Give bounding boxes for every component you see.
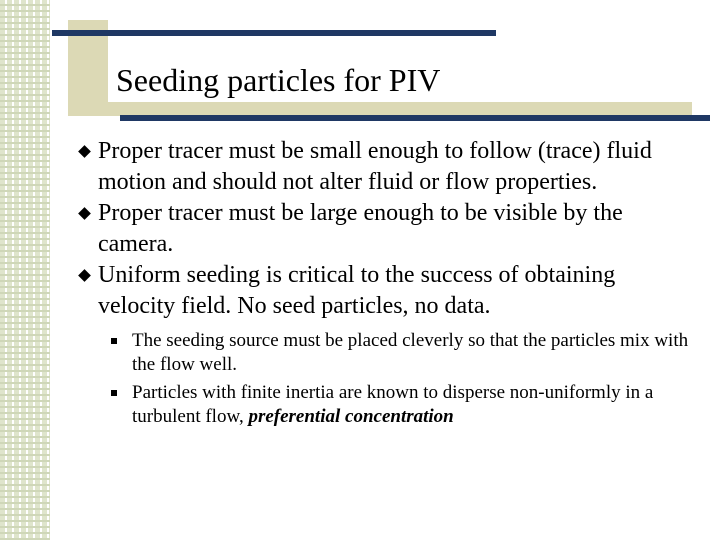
title-bottom-rule — [120, 115, 710, 121]
bullet-item — [76, 260, 696, 322]
sub-bullet-item — [132, 329, 692, 377]
diamond-bullet-icon — [78, 207, 91, 220]
sub-bullet-text: Particles with finite inertia are known to disperse non-uniformly in a turbulent flow, — [132, 382, 654, 427]
square-bullet-icon — [111, 390, 117, 396]
bullet-text: Proper tracer must be large enough to be visible by the camera. — [98, 200, 623, 257]
square-bullet-icon — [111, 338, 117, 344]
sub-bullet-list — [76, 329, 696, 429]
title-accent-horizontal-bar — [68, 102, 692, 116]
bullet-text: Uniform seeding is critical to the success of obtaining velocity field. No seed particles, no data. — [98, 262, 616, 319]
slide-title: Seeding particles for PIV — [116, 62, 441, 98]
diamond-bullet-icon — [78, 145, 91, 158]
left-decorative-strip — [0, 0, 50, 540]
bullet-text: Proper tracer must be small enough to follow (trace) fluid motion and should not alter fluid or flow properties. — [98, 138, 652, 195]
slide-content — [76, 136, 696, 433]
bullet-item — [76, 198, 696, 260]
emphasis-term: preferential concentration — [248, 406, 454, 427]
sub-bullet-text: The seeding source must be placed cleverly so that the particles mix with the flow well. — [132, 330, 689, 375]
diamond-bullet-icon — [78, 269, 91, 282]
sub-bullet-item — [132, 381, 692, 429]
title-top-rule — [52, 30, 496, 36]
bullet-item — [76, 136, 696, 198]
